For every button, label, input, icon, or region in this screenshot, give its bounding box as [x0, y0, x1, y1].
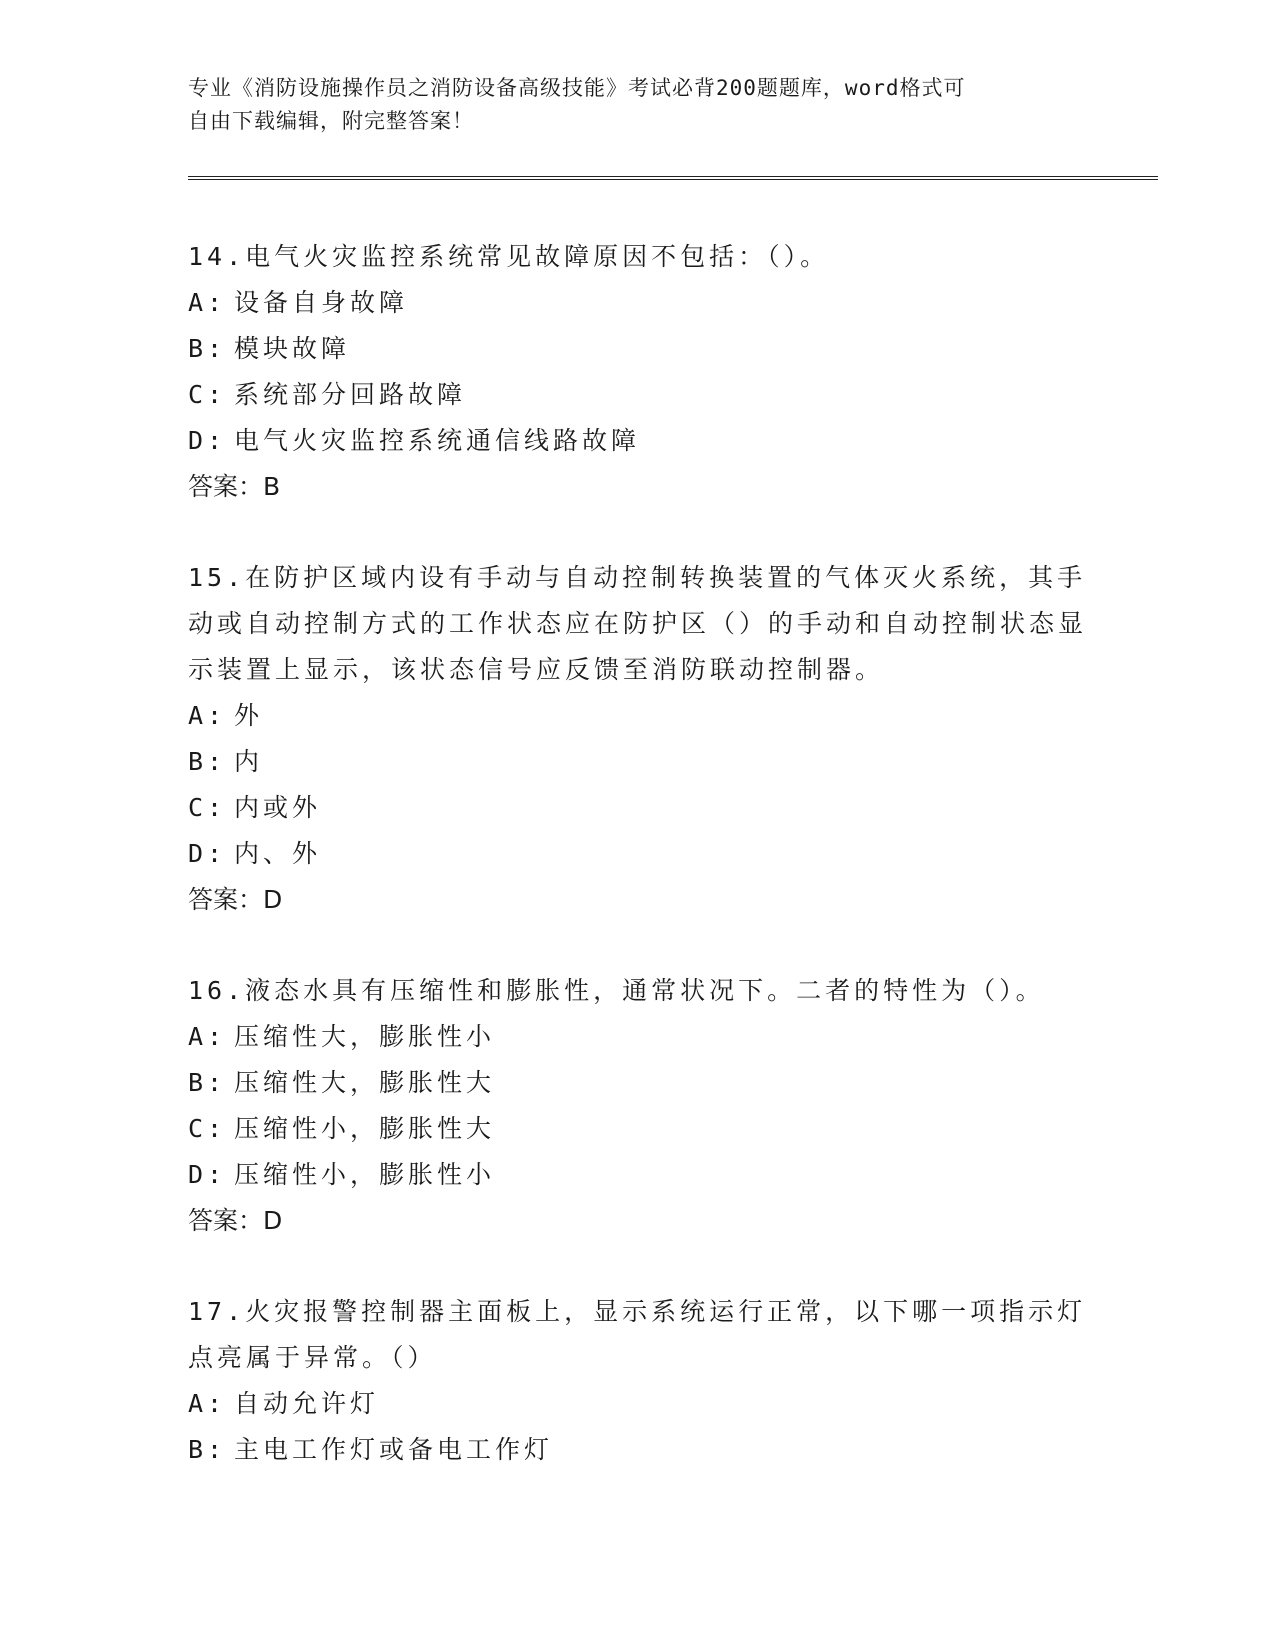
- question-list: [188, 234, 1088, 1518]
- answer-line: 答案：D: [188, 885, 283, 914]
- option-text: 模块故障: [234, 334, 351, 363]
- option-b: [188, 1427, 1088, 1473]
- question-stem: 14.电气火灾监控系统常见故障原因不包括：（）。: [188, 242, 830, 271]
- option-text: 内、外: [234, 839, 322, 868]
- intro-line-2: 自由下载编辑，附完整答案！: [188, 109, 474, 133]
- option-b: [188, 1060, 1088, 1106]
- option-text: 设备自身故障: [234, 288, 409, 317]
- option-text: 压缩性大，膨胀性大: [234, 1068, 496, 1097]
- option-text: 外: [234, 701, 264, 730]
- option-key: A:: [188, 288, 227, 317]
- option-key: D:: [188, 1160, 227, 1189]
- question-14: [188, 234, 1088, 510]
- option-text: 压缩性小，膨胀性大: [234, 1114, 496, 1143]
- option-d: [188, 1152, 1088, 1198]
- option-text: 内或外: [234, 793, 322, 822]
- option-text: 压缩性大，膨胀性小: [234, 1022, 496, 1051]
- option-a: [188, 1381, 1088, 1427]
- answer-line: 答案：B: [188, 472, 281, 501]
- option-key: B:: [188, 747, 227, 776]
- question-stem: 16.液态水具有压缩性和膨胀性，通常状况下。二者的特性为（）。: [188, 976, 1045, 1005]
- option-key: A:: [188, 1389, 227, 1418]
- option-text: 电气火灾监控系统通信线路故障: [234, 426, 641, 455]
- option-text: 内: [234, 747, 264, 776]
- option-b: [188, 739, 1088, 785]
- option-key: C:: [188, 380, 227, 409]
- option-key: C:: [188, 793, 227, 822]
- option-key: A:: [188, 701, 227, 730]
- option-d: [188, 831, 1088, 877]
- option-key: C:: [188, 1114, 227, 1143]
- answer-line: 答案：D: [188, 1206, 283, 1235]
- option-text: 自动允许灯: [234, 1389, 380, 1418]
- option-key: B:: [188, 334, 227, 363]
- question-15: [188, 555, 1088, 923]
- option-text: 主电工作灯或备电工作灯: [234, 1435, 554, 1464]
- option-b: [188, 326, 1088, 372]
- intro-line-1: 专业《消防设施操作员之消防设备高级技能》考试必背200题题库，word格式可: [188, 76, 966, 100]
- option-c: [188, 785, 1088, 831]
- question-stem: 15.在防护区域内设有手动与自动控制转换装置的气体灭火系统，其手动或自动控制方式的工作状态应在防护区（）的手动和自动控制状态显示装置上显示，该状态信号应反馈至消防联动控制器。: [188, 563, 1088, 684]
- option-key: B:: [188, 1435, 227, 1464]
- option-text: 系统部分回路故障: [234, 380, 467, 409]
- document-intro: [188, 72, 1068, 138]
- option-a: [188, 693, 1088, 739]
- option-c: [188, 1106, 1088, 1152]
- option-key: D:: [188, 839, 227, 868]
- option-text: 压缩性小，膨胀性小: [234, 1160, 496, 1189]
- question-stem: 17.火灾报警控制器主面板上，显示系统运行正常，以下哪一项指示灯点亮属于异常。（）: [188, 1297, 1087, 1372]
- option-key: B:: [188, 1068, 227, 1097]
- option-a: [188, 1014, 1088, 1060]
- option-d: [188, 418, 1088, 464]
- option-a: [188, 280, 1088, 326]
- question-16: [188, 968, 1088, 1244]
- option-key: A:: [188, 1022, 227, 1051]
- header-divider: [188, 176, 1158, 180]
- option-key: D:: [188, 426, 227, 455]
- document-page: [188, 72, 1158, 1464]
- option-c: [188, 372, 1088, 418]
- question-17: [188, 1289, 1088, 1473]
